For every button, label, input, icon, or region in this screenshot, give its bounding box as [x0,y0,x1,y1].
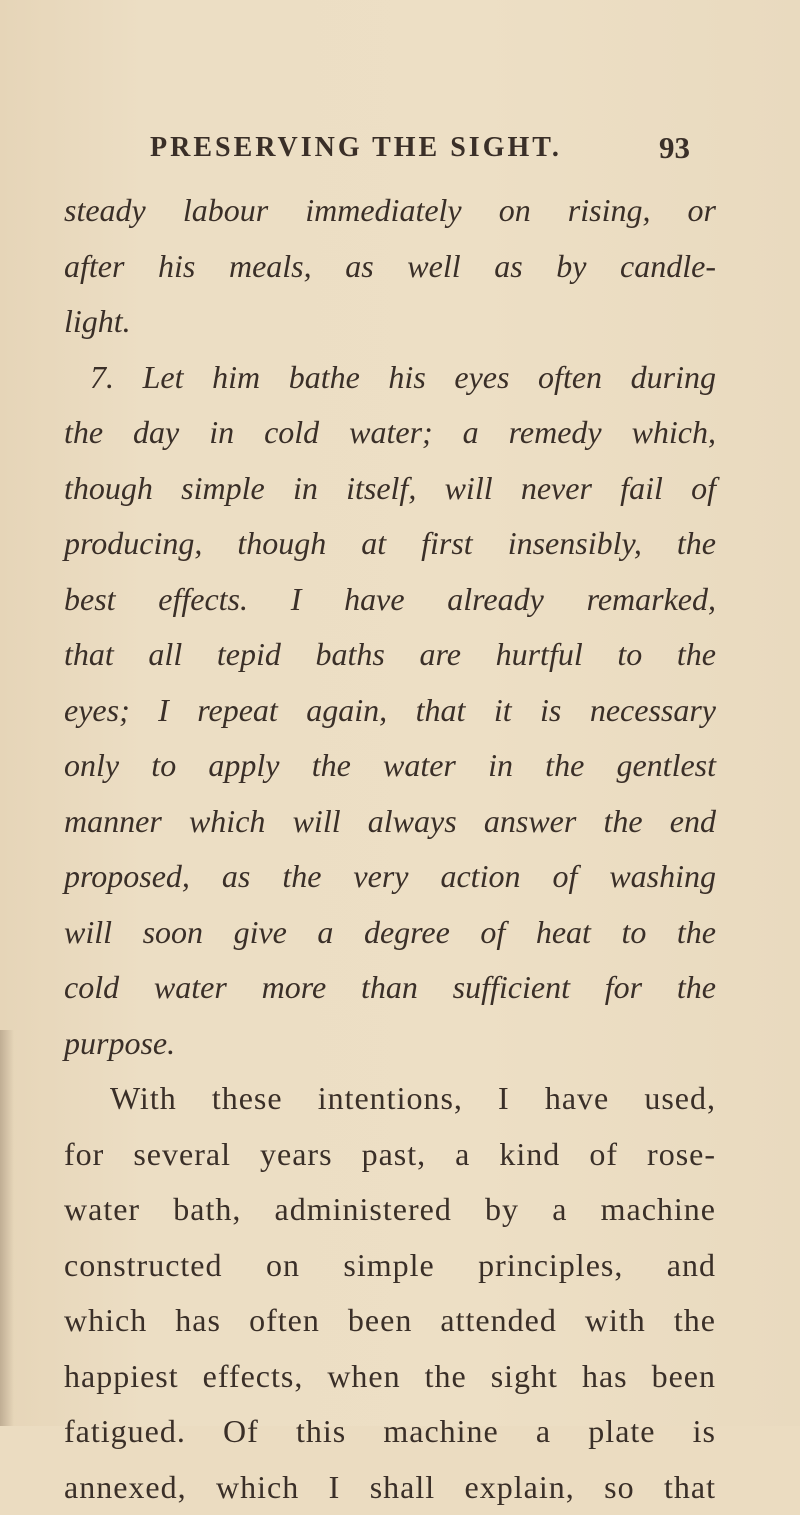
text-line: best effects. I have already remarked, [64,572,716,628]
text-line: proposed, as the very action of washing [64,849,716,905]
text-line: which has often been attended with the [64,1293,716,1349]
text-line: light. [64,294,716,350]
text-line: water bath, administered by a machine [64,1182,716,1238]
text-line: With these intentions, I have used, [64,1071,716,1127]
text-line: constructed on simple principles, and [64,1238,716,1294]
text-line: producing, though at first insensibly, the [64,516,716,572]
text-line: happiest effects, when the sight has been [64,1349,716,1405]
text-line: after his meals, as well as by candle- [64,239,716,295]
text-line: fatigued. Of this machine a plate is [64,1404,716,1460]
running-head: PRESERVING THE SIGHT. [150,132,562,164]
text-line: that all tepid baths are hurtful to the [64,627,716,683]
text-line: cold water more than sufficient for the [64,960,716,1016]
text-line: 7. Let him bathe his eyes often during [64,350,716,406]
page-number: 93 [659,130,690,166]
text-line: annexed, which I shall explain, so that [64,1460,716,1515]
page-edge-shadow [0,1030,14,1426]
text-line: the day in cold water; a remedy which, [64,405,716,461]
text-line: will soon give a degree of heat to the [64,905,716,961]
text-line: though simple in itself, will never fail of [64,461,716,517]
body-text [64,183,716,1515]
text-line: for several years past, a kind of rose- [64,1127,716,1183]
text-line: eyes; I repeat again, that it is necessary [64,683,716,739]
text-line: steady labour immediately on rising, or [64,183,716,239]
text-line: only to apply the water in the gentlest [64,738,716,794]
page-header [150,132,690,172]
text-line: manner which will always answer the end [64,794,716,850]
text-line: purpose. [64,1016,716,1072]
